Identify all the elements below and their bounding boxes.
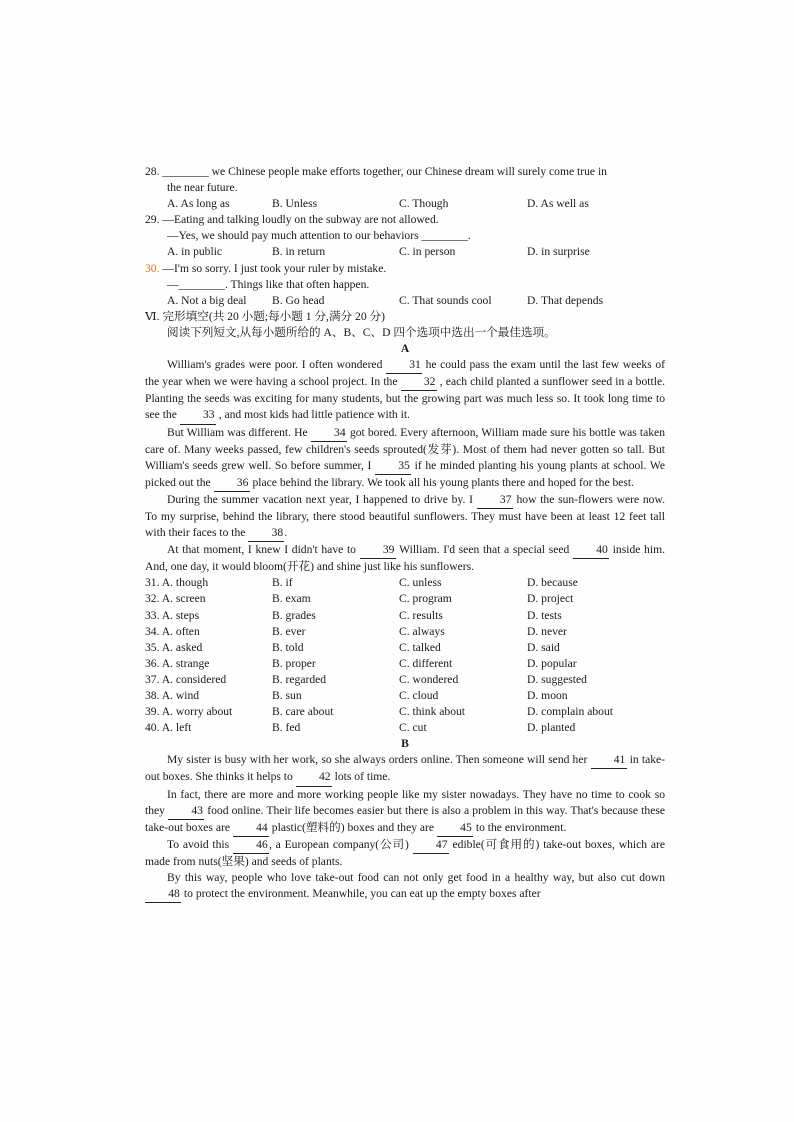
passage-b-label: B: [401, 737, 409, 751]
answer-33-b[interactable]: B. grades: [272, 608, 316, 622]
passage-a-paragraph-1: [145, 357, 665, 424]
answer-34-c[interactable]: C. always: [399, 624, 445, 638]
q29-option-c[interactable]: C. in person: [399, 245, 456, 259]
q30-option-c[interactable]: C. That sounds cool: [399, 293, 492, 307]
answer-39-d[interactable]: D. complain about: [527, 705, 613, 719]
blank-46[interactable]: 46: [233, 837, 269, 854]
answer-36-d[interactable]: D. popular: [527, 656, 577, 670]
q30-option-a[interactable]: A. Not a big deal: [167, 293, 247, 307]
q28-stem: 28. ________ we Chinese people make efforts together, our Chinese dream will surely come true in: [145, 165, 607, 178]
q29-options: [145, 244, 665, 260]
answer-32-c[interactable]: C. program: [399, 592, 452, 606]
q28-option-b[interactable]: B. Unless: [272, 197, 318, 211]
text-segment: William's grades were poor. I often wondered: [167, 358, 383, 372]
q28-option-c[interactable]: C. Though: [399, 197, 449, 211]
answer-34-d[interactable]: D. never: [527, 624, 567, 638]
q30-stem-cont: —________. Things like that often happen.: [167, 277, 370, 291]
answer-40-c[interactable]: C. cut: [399, 721, 427, 735]
blank-38[interactable]: 38: [248, 525, 284, 542]
q28-options: [145, 196, 665, 212]
text-segment: , and most kids had little patience with it.: [218, 408, 410, 422]
answer-33-a[interactable]: 33. A. steps: [145, 608, 200, 622]
answer-34-a[interactable]: 34. A. often: [145, 624, 200, 638]
answer-37-d[interactable]: D. suggested: [527, 672, 587, 686]
passage-a-label: A: [400, 342, 410, 356]
answer-40-a[interactable]: 40. A. left: [145, 721, 192, 735]
blank-32[interactable]: 32: [401, 374, 437, 391]
exam-content: [145, 164, 665, 903]
blank-35[interactable]: 35: [375, 458, 411, 475]
answer-31-b[interactable]: B. if: [272, 576, 293, 590]
answer-34-b[interactable]: B. ever: [272, 624, 306, 638]
answer-38-c[interactable]: C. cloud: [399, 689, 439, 702]
text-segment: During the summer vacation next year, I happened to drive by. I: [167, 492, 473, 506]
answer-36-b[interactable]: B. proper: [272, 656, 316, 670]
q28-option-a[interactable]: A. As long as: [167, 197, 230, 211]
answer-33-d[interactable]: D. tests: [527, 608, 562, 622]
text-segment: By this way, people who love take-out food can not only get food in a healthy way, but also cut down: [167, 871, 665, 885]
q29-stem: 29. —Eating and talking loudly on the subway are not allowed.: [145, 213, 439, 227]
answer-32-b[interactable]: B. exam: [272, 592, 311, 606]
q30-number: 30.: [145, 261, 160, 275]
answer-38-d[interactable]: D. moon: [527, 689, 568, 702]
passage-a-paragraph-3: [145, 492, 665, 542]
answer-40-d[interactable]: D. planted: [527, 721, 576, 735]
answer-38-b[interactable]: B. sun: [272, 689, 302, 702]
passage-b-paragraph-1: [145, 752, 665, 786]
blank-37[interactable]: 37: [477, 492, 513, 509]
q30-options: [145, 293, 665, 309]
text-segment: plastic(塑料的) boxes and they are: [271, 820, 435, 834]
text-segment: inside him. And, one day, it would bloom(开花) and shine just like his sunflowers.: [145, 543, 665, 574]
blank-45[interactable]: 45: [437, 820, 473, 837]
answer-36-c[interactable]: C. different: [399, 656, 453, 670]
text-segment: , a European company(公司): [268, 837, 409, 851]
q28-option-d[interactable]: D. As well as: [527, 197, 589, 211]
answer-39-c[interactable]: C. think about: [399, 705, 466, 719]
answer-37-b[interactable]: B. regarded: [272, 672, 327, 686]
text-segment: how the sun-flowers were now. To my surprise, behind the library, there stood beautiful sunflowers. They must have been at least 12 feet tall with their faces to the: [145, 492, 665, 540]
blank-39[interactable]: 39: [360, 542, 396, 559]
text-segment: edible(可食用的) take-out boxes, which are made from nuts(坚果) and seeds of plants.: [145, 837, 665, 868]
answer-36-a[interactable]: 36. A. strange: [145, 656, 210, 670]
blank-43[interactable]: 43: [168, 803, 204, 820]
q29-stem-cont: —Yes, we should pay much attention to our behaviors ________.: [167, 229, 471, 243]
answer-39-a[interactable]: 39. A. worry about: [145, 705, 233, 719]
q29-option-b[interactable]: B. in return: [272, 245, 326, 259]
text-segment: lots of time.: [334, 770, 391, 784]
blank-31[interactable]: 31: [386, 357, 422, 374]
blank-42[interactable]: 42: [296, 769, 332, 786]
answer-35-c[interactable]: C. talked: [399, 640, 441, 654]
answer-37-c[interactable]: C. wondered: [399, 672, 459, 686]
answer-35-d[interactable]: D. said: [527, 640, 560, 654]
answer-37-a[interactable]: 37. A. considered: [145, 672, 227, 686]
section-instruction: 阅读下列短文,从每小题所给的 A、B、C、D 四个选项中选出一个最佳选项。: [167, 325, 556, 339]
text-segment: if he minded planting his young plants at school. We picked out the: [145, 458, 666, 489]
text-segment: he could pass the exam until the last few weeks of the year when we were having a school project. In the: [145, 358, 665, 389]
answer-39-b[interactable]: B. care about: [272, 705, 334, 719]
answers-a: [145, 575, 665, 736]
answer-31-a[interactable]: 31. A. though: [145, 576, 209, 590]
q30-option-b[interactable]: B. Go head: [272, 293, 325, 307]
passage-b-paragraph-4: [145, 870, 665, 903]
answer-32-d[interactable]: D. project: [527, 592, 574, 606]
text-segment: My sister is busy with her work, so she always orders online. Then someone will send her: [167, 753, 588, 767]
blank-44[interactable]: 44: [233, 820, 269, 837]
blank-36[interactable]: 36: [214, 475, 250, 492]
text-segment: To avoid this: [167, 837, 230, 851]
text-segment: to the environment.: [475, 820, 567, 834]
answer-31-d[interactable]: D. because: [527, 576, 578, 590]
q29-option-a[interactable]: A. in public: [167, 245, 223, 259]
passage-a-paragraph-2: [145, 425, 665, 492]
text-segment: William. I'd seen that a special seed: [399, 543, 570, 557]
answer-32-a[interactable]: 32. A. screen: [145, 592, 206, 606]
text-segment: food online. Their life becomes easier but there is also a problem in this way. That's because these take-out boxes are: [145, 803, 666, 834]
text-segment: , each child planted a sunflower seed in a bottle. Planting the seeds was exciting for many students, but the growing part was much less so. It took long time to see the: [145, 375, 665, 422]
text-segment: But William was different. He: [167, 425, 308, 439]
blank-40[interactable]: 40: [573, 542, 609, 559]
text-segment: .: [284, 526, 288, 540]
answer-40-b[interactable]: B. fed: [272, 721, 301, 735]
section-title: Ⅵ. 完形填空(共 20 小题;每小题 1 分,满分 20 分): [145, 309, 385, 323]
text-segment: place behind the library. We took all his young plants there and hoped for the best.: [252, 475, 635, 489]
passage-a-paragraph-4: [145, 542, 665, 575]
passage-b-paragraph-3: [145, 837, 665, 870]
blank-41[interactable]: 41: [591, 752, 627, 769]
answer-38-a[interactable]: 38. A. wind: [145, 689, 200, 702]
blank-48[interactable]: 48: [145, 886, 181, 903]
answer-35-a[interactable]: 35. A. asked: [145, 640, 203, 654]
blank-47[interactable]: 47: [413, 837, 449, 854]
text-segment: got bored. Every afternoon, William made sure his bottle was taken care of. Many weeks passed, few children's seeds sprouted(发芽). Most of them had never gotten so tall. But William's seeds grew well. So before summer, I: [145, 425, 666, 472]
blank-33[interactable]: 33: [180, 407, 216, 424]
q29-option-d[interactable]: D. in surprise: [527, 245, 590, 259]
text-segment: In fact, there are more and more working people like my sister nowadays. They have no time to cook so they: [145, 787, 665, 817]
passage-b-paragraph-2: [145, 787, 665, 837]
text-segment: At that moment, I knew I didn't have to: [167, 543, 356, 557]
text-segment: in take-out boxes. She thinks it helps to: [145, 753, 666, 784]
text-segment: to protect the environment. Meanwhile, you can eat up the empty boxes after: [183, 887, 541, 901]
answer-31-c[interactable]: C. unless: [399, 576, 442, 590]
answer-35-b[interactable]: B. told: [272, 640, 304, 654]
q30-option-d[interactable]: D. That depends: [527, 293, 604, 307]
answer-33-c[interactable]: C. results: [399, 608, 443, 622]
q28-stem-cont: the near future.: [167, 181, 238, 195]
q30-stem-text: —I'm so sorry. I just took your ruler by mistake.: [159, 261, 387, 275]
q30-stem: [145, 261, 665, 277]
blank-34[interactable]: 34: [311, 425, 347, 442]
